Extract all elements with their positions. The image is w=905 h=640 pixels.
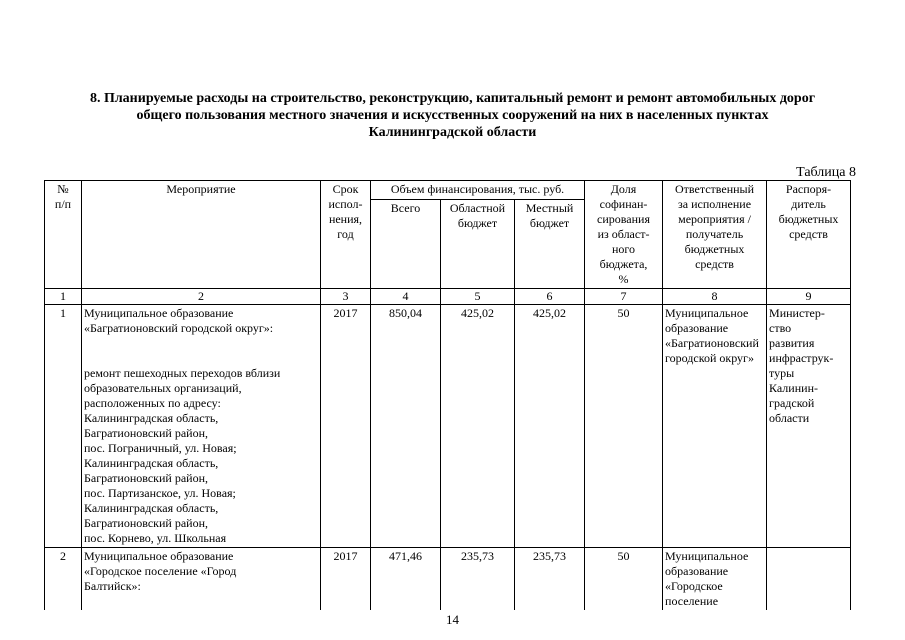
row-local: 235,73 xyxy=(515,548,585,611)
row-responsible: Муниципальное образование «Городское поселение xyxy=(663,548,767,611)
row-term: 2017 xyxy=(321,305,371,548)
row-num: 2 xyxy=(45,548,82,611)
column-number: 3 xyxy=(321,289,371,305)
table-row xyxy=(45,305,851,548)
row-local: 425,02 xyxy=(515,305,585,548)
page-number: 14 xyxy=(446,612,459,627)
header-regional: Областной бюджет xyxy=(441,200,515,289)
table-caption: Таблица 8 xyxy=(796,165,856,180)
row-share: 50 xyxy=(585,305,663,548)
column-number: 1 xyxy=(45,289,82,305)
header-share: Доля софинан- сирования из област- ного бюджета, % xyxy=(585,181,663,289)
column-number: 5 xyxy=(441,289,515,305)
table-row xyxy=(45,548,851,611)
row-manager xyxy=(767,548,851,611)
header-local: Местный бюджет xyxy=(515,200,585,289)
column-number: 9 xyxy=(767,289,851,305)
column-number-row xyxy=(45,289,851,305)
column-number: 2 xyxy=(82,289,321,305)
row-regional: 235,73 xyxy=(441,548,515,611)
row-share: 50 xyxy=(585,548,663,611)
row-event: Муниципальное образование «Городское поселение «Город Балтийск»: xyxy=(82,548,321,611)
heading-line-2: общего пользования местного значения и искусственных сооружений на них в населенных пунктах xyxy=(136,108,769,123)
header-responsible: Ответственный за исполнение мероприятия / получатель бюджетных средств xyxy=(663,181,767,289)
header-term: Срок испол- нения, год xyxy=(321,181,371,289)
row-manager: Министер- ство развития инфраструк- туры Калинин- градской области xyxy=(767,305,851,548)
row-regional: 425,02 xyxy=(441,305,515,548)
header-funding: Объем финансирования, тыс. руб. xyxy=(371,181,585,200)
row-num: 1 xyxy=(45,305,82,548)
section-heading xyxy=(40,90,865,141)
expenses-table xyxy=(44,180,851,610)
heading-line-3: Калининградской области xyxy=(368,125,537,140)
header-num: № п/п xyxy=(45,181,82,289)
row-responsible: Муниципальное образование «Багратионовский городской округ» xyxy=(663,305,767,548)
row-term: 2017 xyxy=(321,548,371,611)
column-number: 7 xyxy=(585,289,663,305)
row-event: Муниципальное образование «Багратионовский городской округ»: ремонт пешеходных переходов вблизи образовательных организаций, расположенных по адресу: Калининградская область, Багратионовский район, пос. Пограничный, ул. Новая; Калининградская область, Багратионовский район, пос. Партизанское, ул. Новая; Калининградская область, Багратионовский район, пос. Корнево, ул. Школьная xyxy=(82,305,321,548)
header-event: Мероприятие xyxy=(82,181,321,289)
heading-line-1: 8. Планируемые расходы на строительство, реконструкцию, капитальный ремонт и ремонт автомобильных дорог xyxy=(89,91,816,106)
row-total: 850,04 xyxy=(371,305,441,548)
header-manager: Распоря- дитель бюджетных средств xyxy=(767,181,851,289)
column-number: 8 xyxy=(663,289,767,305)
column-number: 4 xyxy=(371,289,441,305)
header-total: Всего xyxy=(371,200,441,289)
row-total: 471,46 xyxy=(371,548,441,611)
column-number: 6 xyxy=(515,289,585,305)
